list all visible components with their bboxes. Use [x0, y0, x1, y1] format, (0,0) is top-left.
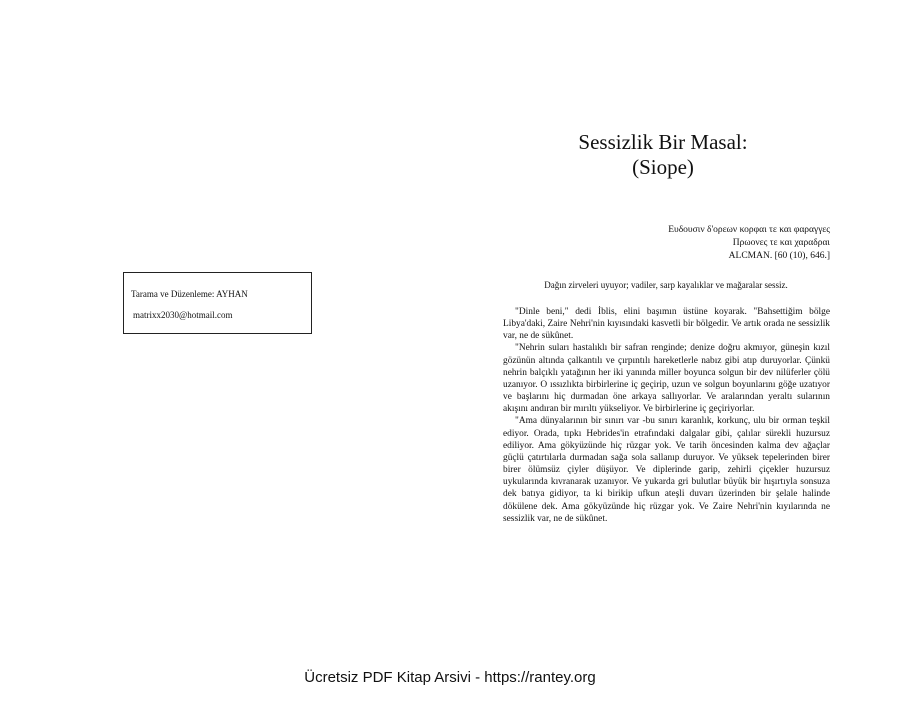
- scan-credit-box: [123, 272, 312, 334]
- paragraph: "Ama dünyalarının bir sınırı var -bu sınırı karanlık, korkunç, ulu bir orman teşkil ediyor. Orada, tıpkı Hebrides'in etrafındaki dalgalar gibi, çalılar sürekli huzursuz ediliyor. Ama gökyüzünde hiç rüzgar yok. Ve tarih öncesinden kalma dev ağaçlar güçlü çatırtılarla durmadan sağa sola sallanıp duruyor. Ve yüksek tepelerinden birer birer ölümsüz çiyler düşüyor. Ve diplerinde garip, zehirli çiçekler huzursuz uykularında kıvranarak uzanıyor. Ve yukarda gri bulutlar büyük bir hışırtıyla sonsuza dek batıya gidiyor, ta ki birikip ufkun ateşli duvarı üzerinden bir şelale halinde dökülene dek. Ama gökyüzünde hiç rüzgar yok. Ve Zaire Nehri'nin kıyılarında ne sessizlik var, ne de sükûnet.: [503, 416, 830, 524]
- story-title-line1: Sessizlik Bir Masal:: [578, 130, 748, 154]
- epigraph-line1: Ευδουσιν δ'ορεων κορφαι τε και φαραγγες: [668, 225, 830, 235]
- paragraph: "Nehrin suları hastalıklı bir safran renginde; denize doğru akmıyor, güneşin kızıl gözünün altında çalkantılı ve çırpıntılı hareketlerle nabız gibi atıp duruyorlar. Çünkü nehrin balçıklı yatağının her iki yanında miller boyunca solgun bir dev nilüferler çölü uzanıyor. O ıssızlıkta birbirlerine iç geçirip, uzun ve solgun boyunlarını göğe uzatıyor ve başlarını hiç durmadan öne arkaya sallıyorlar. Ve aralarından yeraltı sularının akışını andıran bir mırıltı yükseliyor. Ve birbirlerine iç geçiriyorlar.: [503, 343, 830, 415]
- epigraph-line2: Πρωονες τε και χαραδραι: [732, 238, 830, 248]
- epigraph-translation: Dağın zirveleri uyuyor; vadiler, sarp kayalıklar ve mağaralar sessiz.: [544, 280, 788, 290]
- footer-archive-link[interactable]: Ücretsiz PDF Kitap Arsivi - https://rantey.org: [304, 669, 596, 686]
- story-title: [520, 130, 806, 180]
- story-body: [503, 306, 830, 525]
- scan-credit-text: Tarama ve Düzenleme: AYHAN: [131, 289, 248, 299]
- story-title-line2: (Siope): [632, 155, 694, 179]
- scan-credit-email: matrixx2030@hotmail.com: [133, 310, 233, 320]
- epigraph: [668, 224, 830, 263]
- paragraph: "Dinle beni," dedi İblis, elini başımın üstüne koyarak. "Bahsettiğim bölge Libya'daki, Zaire Nehri'nin kıyısındaki kasvetli bir bölgedir. Ve artık orada ne sessizlik var, ne de sükûnet.: [503, 307, 830, 342]
- epigraph-attribution: ALCMAN. [60 (10), 646.]: [728, 251, 830, 261]
